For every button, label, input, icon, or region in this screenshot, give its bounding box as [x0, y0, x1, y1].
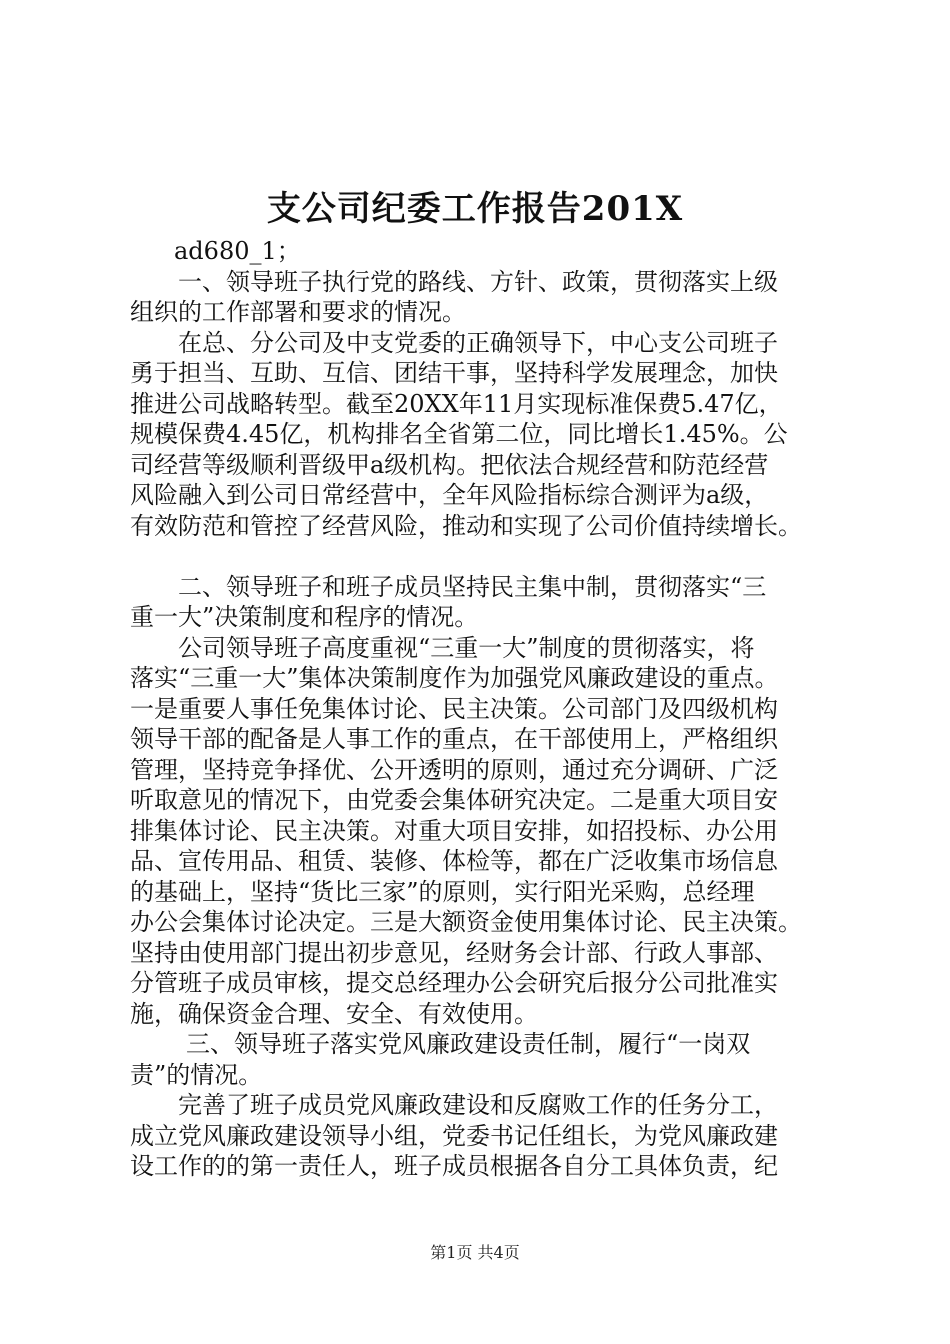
paragraph-line: 组织的工作部署和要求的情况。: [130, 298, 466, 326]
paragraph-line: 完善了班子成员党风廉政建设和反腐败工作的任务分工，: [178, 1091, 778, 1119]
paragraph-line: 落实“三重一大”集体决策制度作为加强党风廉政建设的重点。: [130, 664, 779, 692]
paragraph-line: 排集体讨论、民主决策。对重大项目安排，如招投标、办公用: [130, 816, 778, 845]
paragraph-line: 施，确保资金合理、安全、有效使用。: [130, 999, 538, 1028]
paragraph-line: 管理，坚持竞争择优、公开透明的原则，通过充分调研、广泛: [130, 755, 778, 784]
paragraph-line: 勇于担当、互助、互信、团结干事，坚持科学发展理念，加快: [130, 359, 778, 387]
paragraph-line: 品、宣传用品、租赁、装修、体检等，都在广泛收集市场信息: [130, 847, 778, 875]
paragraph-line: 成立党风廉政建设领导小组，党委书记任组长，为党风廉政建: [130, 1121, 778, 1150]
paragraph-line: 三、领导班子落实党风廉政建设责任制，履行“一岗双: [186, 1030, 751, 1058]
paragraph-line: 二、领导班子和班子成员坚持民主集中制，贯彻落实“三: [178, 572, 767, 601]
paragraph-line: 的基础上，坚持“货比三家”的原则，实行阳光采购，总经理: [130, 877, 755, 906]
paragraph-line: 在总、分公司及中支党委的正确领导下，中心支公司班子: [178, 328, 778, 357]
paragraph-line: 推进公司战略转型。截至20XX年11月实现标准保费5.47亿，: [130, 389, 783, 418]
paragraph-line: 责”的情况。: [130, 1060, 263, 1089]
paragraph-line: 规模保费4.45亿，机构排名全省第二位，同比增长1.45%。公: [130, 420, 788, 448]
paragraph-line: 坚持由使用部门提出初步意见，经财务会计部、行政人事部、: [130, 938, 778, 967]
paragraph-line: 有效防范和管控了经营风险，推动和实现了公司价值持续增长。: [130, 511, 802, 540]
paragraph-line: 重一大”决策制度和程序的情况。: [130, 603, 479, 631]
paragraph-line: 司经营等级顺利晋级甲a级机构。把依法合规经营和防范经营: [130, 450, 769, 479]
document-title: 支公司纪委工作报告201X: [266, 189, 684, 229]
paragraph-line: 办公会集体讨论决定。三是大额资金使用集体讨论、民主决策。: [130, 908, 802, 936]
document-body: [130, 236, 850, 1182]
paragraph-line: 听取意见的情况下，由党委会集体研究决定。二是重大项目安: [130, 786, 778, 814]
paragraph-gap: [130, 541, 850, 572]
paragraph-line: 设工作的的第一责任人，班子成员根据各自分工具体负责，纪: [130, 1152, 778, 1180]
document-tag-line: ad680_1；: [174, 237, 301, 265]
page-footer: 第1页 共4页: [430, 1243, 520, 1262]
paragraph-line: 分管班子成员审核，提交总经理办公会研究后报分公司批准实: [130, 969, 778, 997]
paragraph-line: 一是重要人事任免集体讨论、民主决策。公司部门及四级机构: [130, 694, 778, 723]
paragraph-line: 公司领导班子高度重视“三重一大”制度的贯彻落实，将: [178, 633, 755, 662]
paragraph-line: 领导干部的配备是人事工作的重点，在干部使用上，严格组织: [130, 725, 778, 753]
paragraph-line: 一、领导班子执行党的路线、方针、政策，贯彻落实上级: [178, 267, 778, 296]
paragraph-line: 风险融入到公司日常经营中，全年风险指标综合测评为a级，: [130, 481, 769, 509]
